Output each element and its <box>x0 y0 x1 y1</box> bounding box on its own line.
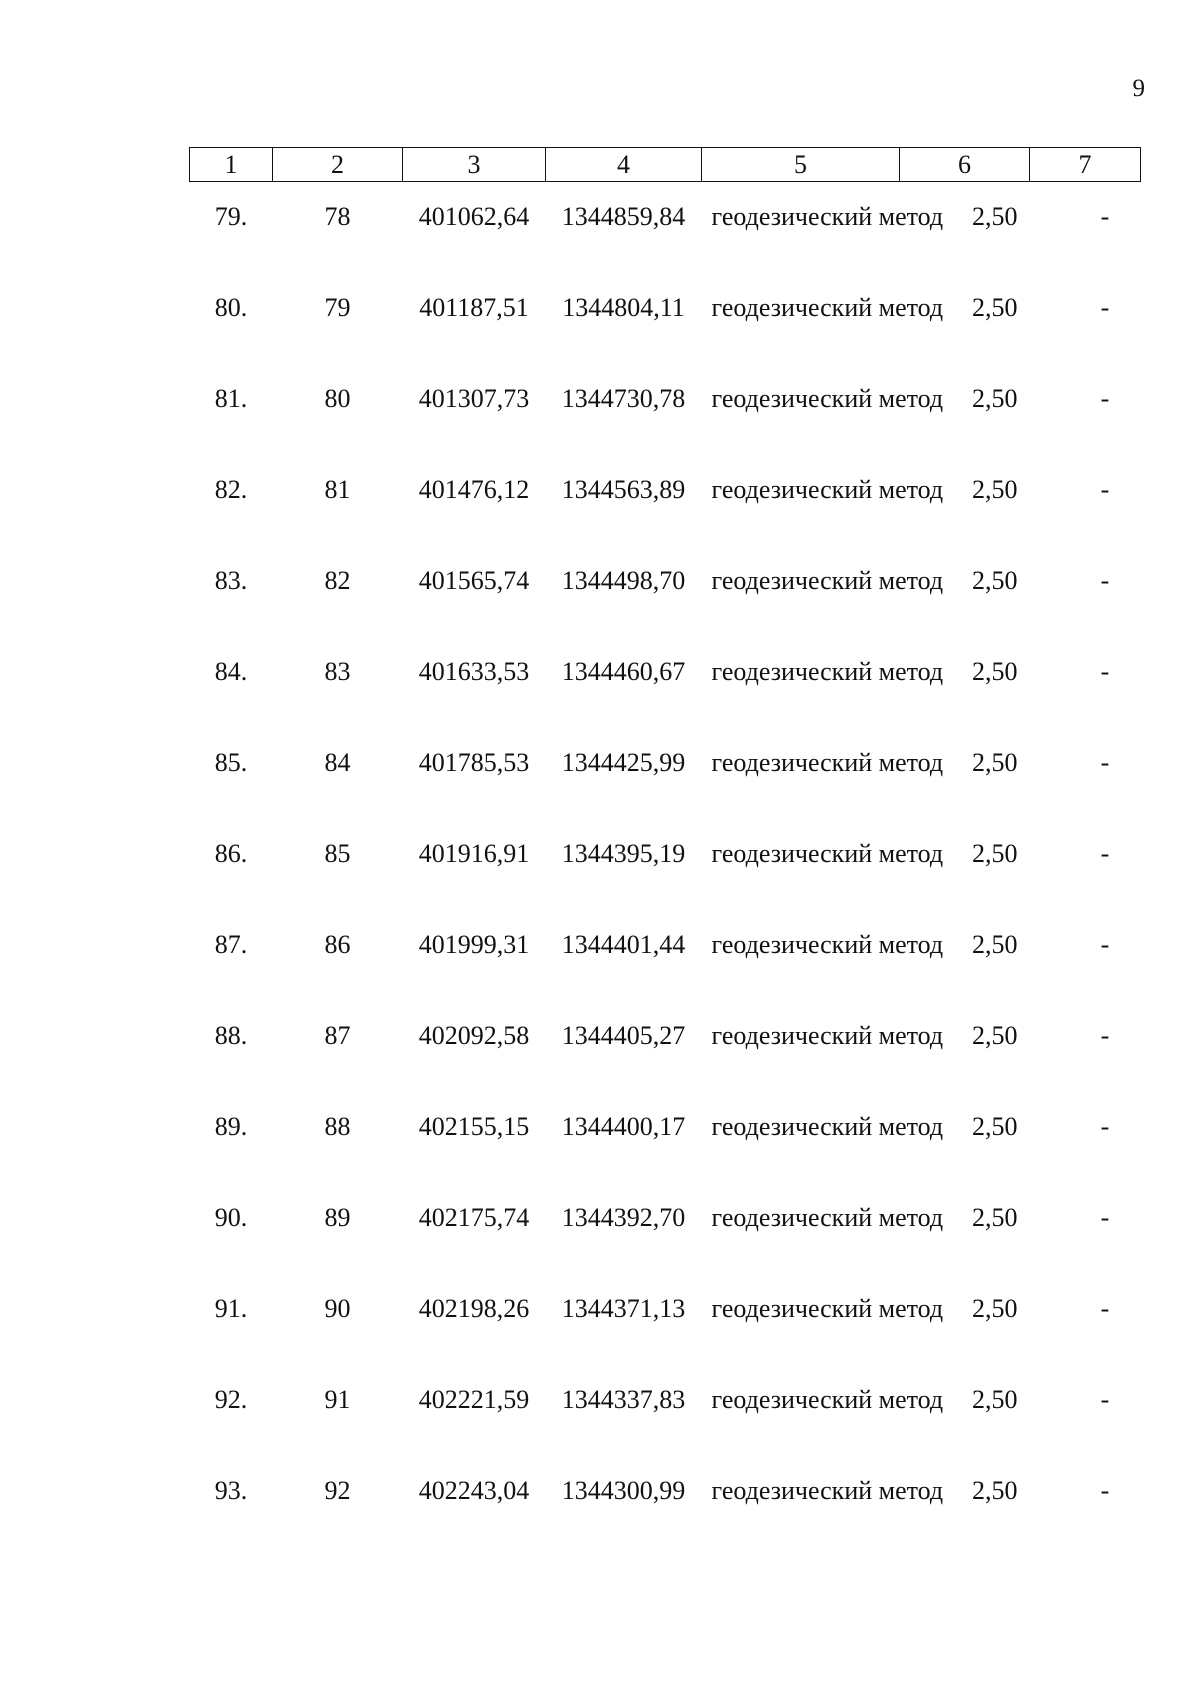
coordinate-y: 1344460,67 <box>561 657 686 686</box>
point-number: 80 <box>324 384 351 413</box>
accuracy-cell: 2,50 <box>972 1294 1018 1323</box>
row-number: 79. <box>214 202 248 231</box>
coordinate-x: 401999,31 <box>418 930 530 959</box>
header-col-4: 4 <box>546 148 702 182</box>
method-cell: геодезический метод <box>711 1021 944 1050</box>
coordinate-x: 402155,15 <box>418 1112 530 1141</box>
coordinate-y: 1344859,84 <box>561 202 686 231</box>
row-number: 88. <box>214 1021 248 1050</box>
description-cell: - <box>1100 1294 1110 1323</box>
coordinate-x: 402092,58 <box>418 1021 530 1050</box>
coordinate-y: 1344392,70 <box>561 1203 686 1232</box>
table-row <box>190 1474 1141 1565</box>
method-cell: геодезический метод <box>711 202 944 231</box>
coordinate-y: 1344395,19 <box>561 839 686 868</box>
coordinate-x: 402175,74 <box>418 1203 530 1232</box>
point-number: 87 <box>324 1021 351 1050</box>
table-row <box>190 746 1141 837</box>
accuracy-cell: 2,50 <box>972 1476 1018 1505</box>
accuracy-cell: 2,50 <box>972 1385 1018 1414</box>
description-cell: - <box>1100 202 1110 231</box>
point-number: 92 <box>324 1476 351 1505</box>
header-col-1: 1 <box>190 148 273 182</box>
coordinate-x: 401062,64 <box>418 202 530 231</box>
table-row <box>190 1110 1141 1201</box>
table-row <box>190 837 1141 928</box>
description-cell: - <box>1100 657 1110 686</box>
description-cell: - <box>1100 1021 1110 1050</box>
method-cell: геодезический метод <box>711 384 944 413</box>
method-cell: геодезический метод <box>711 748 944 777</box>
coordinates-table <box>189 147 1141 1565</box>
coordinate-y: 1344425,99 <box>561 748 686 777</box>
description-cell: - <box>1100 930 1110 959</box>
row-number: 86. <box>214 839 248 868</box>
accuracy-cell: 2,50 <box>972 202 1018 231</box>
description-cell: - <box>1100 1385 1110 1414</box>
method-cell: геодезический метод <box>711 839 944 868</box>
description-cell: - <box>1100 384 1110 413</box>
method-cell: геодезический метод <box>711 475 944 504</box>
accuracy-cell: 2,50 <box>972 657 1018 686</box>
table-row <box>190 1201 1141 1292</box>
method-cell: геодезический метод <box>711 1203 944 1232</box>
row-number: 83. <box>214 566 248 595</box>
method-cell: геодезический метод <box>711 1112 944 1141</box>
point-number: 79 <box>324 293 351 322</box>
point-number: 89 <box>324 1203 351 1232</box>
table-row <box>190 182 1141 292</box>
method-cell: геодезический метод <box>711 1294 944 1323</box>
header-col-7: 7 <box>1030 148 1141 182</box>
table-body <box>190 182 1141 1566</box>
page-number: 9 <box>1132 75 1145 102</box>
description-cell: - <box>1100 293 1110 322</box>
description-cell: - <box>1100 475 1110 504</box>
coordinate-y: 1344400,17 <box>561 1112 686 1141</box>
coordinate-y: 1344337,83 <box>561 1385 686 1414</box>
coordinate-y: 1344498,70 <box>561 566 686 595</box>
description-cell: - <box>1100 1476 1110 1505</box>
method-cell: геодезический метод <box>711 1476 944 1505</box>
header-col-2: 2 <box>273 148 403 182</box>
coordinate-x: 401785,53 <box>418 748 530 777</box>
table-row <box>190 1019 1141 1110</box>
coordinate-y: 1344730,78 <box>561 384 686 413</box>
accuracy-cell: 2,50 <box>972 748 1018 777</box>
table-row <box>190 564 1141 655</box>
accuracy-cell: 2,50 <box>972 1203 1018 1232</box>
point-number: 91 <box>324 1385 351 1414</box>
accuracy-cell: 2,50 <box>972 475 1018 504</box>
coordinate-y: 1344300,99 <box>561 1476 686 1505</box>
point-number: 82 <box>324 566 351 595</box>
point-number: 86 <box>324 930 351 959</box>
row-number: 89. <box>214 1112 248 1141</box>
description-cell: - <box>1100 566 1110 595</box>
row-number: 85. <box>214 748 248 777</box>
coordinate-x: 401565,74 <box>418 566 530 595</box>
coordinate-x: 401916,91 <box>418 839 530 868</box>
point-number: 85 <box>324 839 351 868</box>
coordinate-x: 401633,53 <box>418 657 530 686</box>
row-number: 87. <box>214 930 248 959</box>
row-number: 84. <box>214 657 248 686</box>
description-cell: - <box>1100 1203 1110 1232</box>
point-number: 83 <box>324 657 351 686</box>
method-cell: геодезический метод <box>711 566 944 595</box>
accuracy-cell: 2,50 <box>972 293 1018 322</box>
method-cell: геодезический метод <box>711 293 944 322</box>
point-number: 81 <box>324 475 351 504</box>
header-col-5: 5 <box>702 148 900 182</box>
point-number: 90 <box>324 1294 351 1323</box>
row-number: 92. <box>214 1385 248 1414</box>
row-number: 90. <box>214 1203 248 1232</box>
coordinate-y: 1344405,27 <box>561 1021 686 1050</box>
coordinate-y: 1344804,11 <box>562 293 685 322</box>
coordinate-y: 1344563,89 <box>561 475 686 504</box>
table-row <box>190 473 1141 564</box>
coordinate-y: 1344371,13 <box>561 1294 686 1323</box>
method-cell: геодезический метод <box>711 930 944 959</box>
row-number: 91. <box>214 1294 248 1323</box>
accuracy-cell: 2,50 <box>972 930 1018 959</box>
table-header <box>190 148 1141 182</box>
accuracy-cell: 2,50 <box>972 1112 1018 1141</box>
coordinate-x: 401187,51 <box>419 293 529 322</box>
method-cell: геодезический метод <box>711 1385 944 1414</box>
accuracy-cell: 2,50 <box>972 839 1018 868</box>
coordinate-x: 402198,26 <box>418 1294 530 1323</box>
row-number: 81. <box>214 384 248 413</box>
coordinate-x: 401307,73 <box>418 384 530 413</box>
coordinate-x: 402243,04 <box>418 1476 530 1505</box>
method-cell: геодезический метод <box>711 657 944 686</box>
row-number: 93. <box>214 1476 248 1505</box>
coordinate-x: 402221,59 <box>418 1385 530 1414</box>
description-cell: - <box>1100 748 1110 777</box>
header-col-3: 3 <box>403 148 546 182</box>
table-row <box>190 1292 1141 1383</box>
table-row <box>190 382 1141 473</box>
row-number: 80. <box>214 293 248 322</box>
point-number: 88 <box>324 1112 351 1141</box>
coordinate-x: 401476,12 <box>418 475 530 504</box>
point-number: 78 <box>324 202 351 231</box>
header-row <box>190 148 1141 182</box>
table-row <box>190 1383 1141 1474</box>
table-row <box>190 655 1141 746</box>
coordinate-y: 1344401,44 <box>561 930 686 959</box>
accuracy-cell: 2,50 <box>972 1021 1018 1050</box>
header-col-6: 6 <box>900 148 1030 182</box>
description-cell: - <box>1100 839 1110 868</box>
table-row <box>190 928 1141 1019</box>
point-number: 84 <box>324 748 351 777</box>
accuracy-cell: 2,50 <box>972 566 1018 595</box>
description-cell: - <box>1100 1112 1110 1141</box>
row-number: 82. <box>214 475 248 504</box>
table-row <box>190 291 1141 382</box>
accuracy-cell: 2,50 <box>972 384 1018 413</box>
